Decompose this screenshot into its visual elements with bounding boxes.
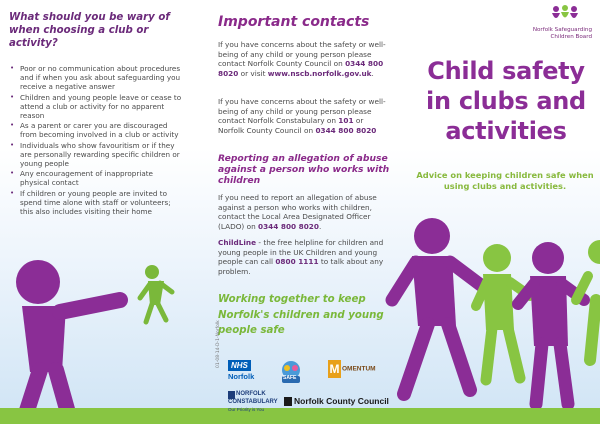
print-code: 01-08-14-D-1-Norfolk (216, 320, 221, 368)
list-item-text: Children and young people leave or cease to attend a club or activity for no apparent reason (20, 92, 182, 121)
nhs-logo-box: NHS (228, 360, 251, 371)
phone-number: 0344 800 8020 (218, 59, 384, 78)
paragraph-text: or Norfolk County Council on (218, 116, 364, 135)
bullet-icon: • (10, 169, 15, 178)
paragraph-text: If you need to report an allegation of abuse against a person who works with children, contact the Local Area Designated Officer (LADO) on (218, 193, 377, 231)
list-item-text: Any encouragement of inappropriate physical contact (20, 169, 153, 188)
list-item (8, 121, 184, 139)
list-item (8, 189, 184, 217)
bullet-icon: • (10, 140, 15, 149)
bullet-icon: • (10, 121, 15, 130)
warning-signs-list (8, 64, 184, 217)
norfolk-constabulary-logo (228, 391, 278, 414)
safe-logo-text: SAFE (283, 375, 297, 381)
lado-paragraph: If you need to report an allegation of abuse against a person who works with children, contact the Local Area Designated Officer (LADO) on 0344 800 8020. (218, 193, 377, 231)
childline-name: ChildLine (218, 238, 257, 247)
council-crest-icon (284, 397, 292, 406)
momentum-text: OMENTUM (342, 365, 376, 373)
bullet-icon: • (10, 64, 15, 72)
phone-number: 0344 800 8020 (315, 125, 377, 135)
middle-panel (200, 0, 400, 424)
phone-number: 101 (338, 116, 354, 126)
working-together-slogan: Working together to keep Norfolk's children and young people safe (218, 294, 384, 336)
norfolk-county-council-logo (284, 396, 389, 406)
list-item (8, 93, 184, 121)
list-item-text: Individuals who show favouritism or if they are personally rewarding specific children or young people (20, 140, 180, 169)
constabulary-motto: Our Priority is You (228, 407, 265, 412)
list-item (8, 64, 184, 92)
list-item-text: If children or young people are invited to spend time alone with staff or volunteers; this also includes visiting their home (20, 188, 171, 217)
police-contact-paragraph (218, 97, 390, 135)
constabulary-name: NORFOLK CONSTABULARY (228, 391, 278, 405)
nscb-org-name: Norfolk Safeguarding Children Board (532, 27, 592, 40)
phone-number: 0344 800 8020 (258, 221, 319, 231)
leaflet-subtitle: Advice on keeping children safe when using clubs and activities. (416, 170, 594, 191)
police-crest-icon (228, 391, 235, 399)
list-item-text: Poor or no communication about procedures and if when you ask about safeguarding you receive a negative answer (20, 64, 181, 92)
paragraph-text: or visit (240, 68, 266, 78)
nscb-logo-icon (548, 3, 582, 25)
nhs-norfolk-logo (228, 360, 266, 381)
warning-heading: What should you be wary of when choosing a club or activity? (9, 12, 170, 49)
paragraph-text: - the free helpline for children and young people in the UK Children and young people can call (218, 238, 384, 267)
momentum-logo (328, 360, 376, 378)
list-item (8, 141, 184, 169)
nhs-logo-sub: Norfolk (228, 372, 255, 381)
council-contact-paragraph: If you have concerns about the safety or well-being of any child or young person please contact Norfolk County Council on 0344 800 8020 or visit www.nscb.norfolk.gov.uk. (218, 40, 386, 78)
phone-number: 0800 1111 (275, 257, 319, 267)
paragraph-text: If you have concerns about the safety or well-being of any child or young person please contact Norfolk Constabulary on (218, 97, 386, 126)
leaflet-title: Child safety in clubs and activities (426, 57, 586, 145)
left-panel (0, 0, 200, 424)
bullet-icon: • (10, 188, 15, 197)
childline-paragraph (218, 238, 390, 276)
council-name: Norfolk County Council (294, 396, 389, 406)
list-item (8, 169, 184, 187)
paragraph-text: to talk about any problem. (218, 257, 384, 276)
report-allegation-heading: Reporting an allegation of abuse against a person who works with children (218, 153, 390, 186)
safe-logo (278, 360, 304, 386)
website-link[interactable]: www.nscb.norfolk.gov.uk (267, 68, 372, 78)
bullet-icon: • (10, 92, 15, 101)
contacts-heading: Important contacts (218, 14, 370, 30)
right-panel (400, 0, 600, 424)
momentum-m-icon: M (329, 362, 340, 376)
list-item-text: As a parent or carer you are discouraged from becoming involved in a club or activity (20, 121, 179, 140)
paragraph-text: If you have concerns about the safety or well-being of any child or young person please contact Norfolk County Council on (218, 40, 386, 69)
